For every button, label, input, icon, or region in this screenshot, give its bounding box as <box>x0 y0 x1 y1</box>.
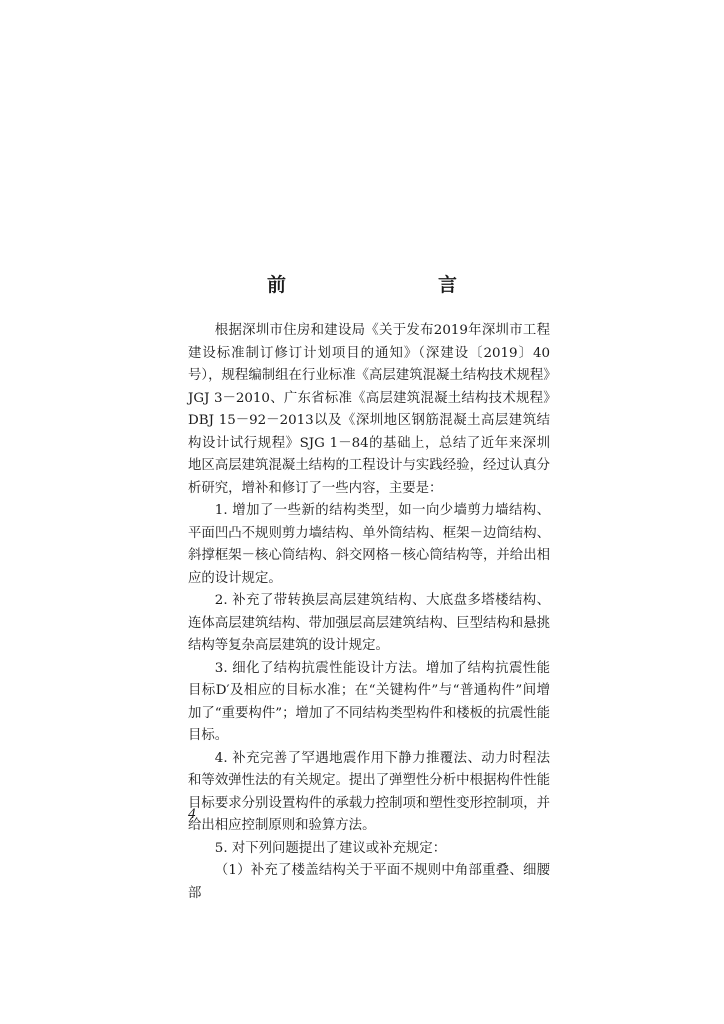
page-title: 前 言 <box>266 274 495 296</box>
paragraph-item-4: 4. 补充完善了罕遇地震作用下静力推覆法、动力时程法和等效弹性法的有关规定。提出了弹塑性分析中根据构件性能目标要求分别设置构件的承载力控制项和塑性变形控制项，并给出相应控制原则和验算方法。 <box>188 750 550 833</box>
paragraph-item-2: 2. 补充了带转换层高层建筑结构、大底盘多塔楼结构、连体高层建筑结构、带加强层高层建筑结构、巨型结构和悬挑结构等复杂高层建筑的设计规定。 <box>188 593 550 653</box>
page-number: 4 <box>188 806 196 822</box>
paragraph-intro: 根据深圳市住房和建设局《关于发布2019年深圳市工程建设标准制订修订计划项目的通知》（深建设〔2019〕40号），规程编制组在行业标准《高层建筑混凝土结构技术规程》JGJ 3－2010、广东省标准《高层建筑混凝土结构技术规程》DBJ 15－92－2013以及《深圳地区钢筋混凝土高层建筑结构设计试行规程》SJG 1－84的基础上，总结了近年来深圳地区高层建筑混凝土结构的工程设计与实践经验，经过认真分析研究，增补和修订了一些内容，主要是： <box>188 323 550 496</box>
paragraph-item-5: 5. 对下列问题提出了建议或补充规定： <box>214 840 447 856</box>
paragraph-item-3: 3. 细化了结构抗震性能设计方法。增加了结构抗震性能目标D′及相应的目标水准；在“关键构件”与“普通构件”间增加了“重要构件”；增加了不同结构类型构件和楼板的抗震性能目标。 <box>188 660 550 743</box>
paragraph-item-1: 1. 增加了一些新的结构类型，如一向少墙剪力墙结构、平面凹凸不规则剪力墙结构、单外筒结构、框架－边筒结构、斜撑框架－核心筒结构、斜交网格－核心筒结构等，并给出相应的设计规定。 <box>188 503 550 586</box>
paragraph-item-5-1: （1）补充了楼盖结构关于平面不规则中角部重叠、细腰部 <box>188 863 550 901</box>
body-text <box>188 320 550 905</box>
